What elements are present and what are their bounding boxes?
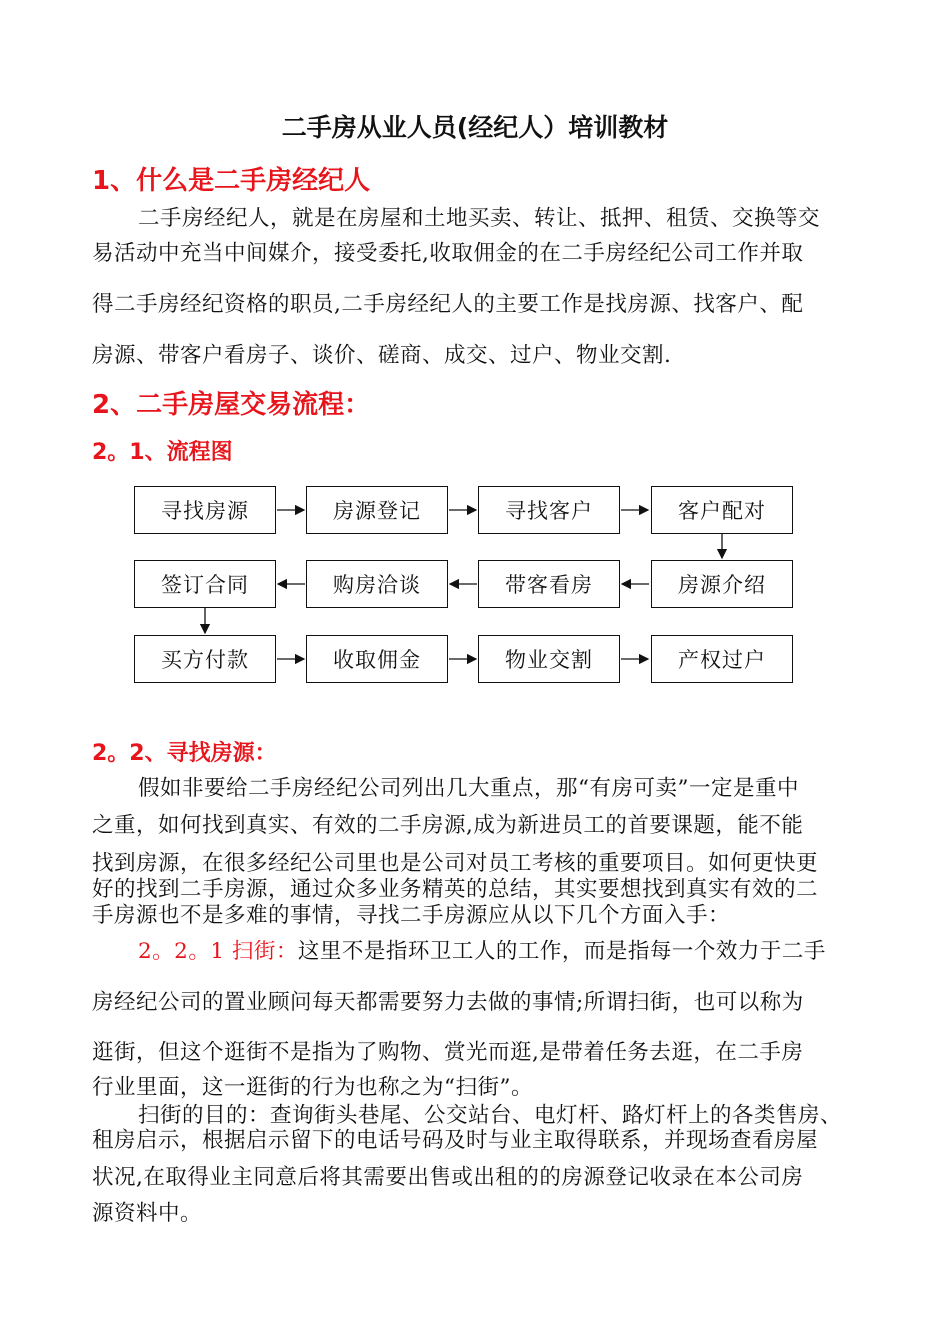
para3-line-3: 状况,在取得业主同意后将其需要出售或出租的的房源登记收录在本公司房: [92, 1165, 804, 1190]
flow-step-collect-commission: 收取佣金: [306, 635, 448, 683]
para1-line-2: 之重，如何找到真实、有效的二手房源,成为新进员工的首要课题，能不能: [92, 813, 804, 838]
flow-step-match-client: 客户配对: [651, 486, 793, 534]
section1-heading: 1、什么是二手房经纪人: [92, 166, 371, 196]
para2-line-1-text: 这里不是指环卫工人的工作，而是指每一个效力于二手: [297, 939, 826, 964]
para2-line-1: [138, 934, 826, 965]
flow-step-property-handover: 物业交割: [478, 635, 620, 683]
section1-line-3: 得二手房经纪资格的职员,二手房经纪人的主要工作是找房源、找客户、配: [92, 292, 804, 317]
para1-line-3: 找到房源，在很多经纪公司里也是公司对员工考核的重要项目。如何更快更: [92, 851, 819, 876]
section1-line-1: 二手房经纪人，就是在房屋和土地买卖、转让、抵押、租赁、交换等交: [138, 206, 821, 231]
flow-step-show-property: 带客看房: [478, 560, 620, 608]
flow-step-sign-contract: 签订合同: [134, 560, 276, 608]
flow-step-find-listing: 寻找房源: [134, 486, 276, 534]
flow-step-register-listing: 房源登记: [306, 486, 448, 534]
flow-step-title-transfer: 产权过户: [651, 635, 793, 683]
street-sweep-label: 2。2。1 扫街：: [138, 939, 298, 964]
flowchart-heading: 2。1、流程图: [92, 440, 233, 465]
flow-step-introduce-listing: 房源介绍: [651, 560, 793, 608]
document-title: 二手房从业人员(经纪人）培训教材: [281, 113, 669, 142]
para2-line-4: 行业里面，这一逛街的行为也称之为“扫街”。: [92, 1075, 533, 1100]
para2-line-2: 房经纪公司的置业顾问每天都需要努力去做的事情;所谓扫街，也可以称为: [92, 990, 804, 1015]
flow-step-negotiate: 购房洽谈: [306, 560, 448, 608]
find-listing-heading: 2。2、寻找房源：: [92, 741, 277, 766]
para2-line-3: 逛街，但这个逛街不是指为了购物、赏光而逛,是带着任务去逛，在二手房: [92, 1040, 804, 1065]
section1-line-2: 易活动中充当中间媒介，接受委托,收取佣金的在二手房经纪公司工作并取: [92, 241, 804, 266]
flow-step-find-client: 寻找客户: [478, 486, 620, 534]
para1-line-5: 手房源也不是多难的事情，寻找二手房源应从以下几个方面入手：: [92, 903, 731, 928]
para3-line-2: 租房启示，根据启示留下的电话号码及时与业主取得联系，并现场查看房屋: [92, 1128, 819, 1153]
para1-line-4: 好的找到二手房源，通过众多业务精英的总结，其实要想找到真实有效的二: [92, 877, 819, 902]
section1-line-4: 房源、带客户看房子、谈价、磋商、成交、过户、物业交割.: [92, 343, 672, 368]
section2-heading: 2、二手房屋交易流程：: [92, 390, 371, 420]
para3-line-1: 扫街的目的：查询街头巷尾、公交站台、电灯杆、路灯杆上的各类售房、: [138, 1103, 843, 1128]
para3-line-4: 源资料中。: [92, 1201, 203, 1226]
para1-line-1: 假如非要给二手房经纪公司列出几大重点，那“有房可卖”一定是重中: [138, 776, 799, 801]
flow-step-buyer-pays: 买方付款: [134, 635, 276, 683]
